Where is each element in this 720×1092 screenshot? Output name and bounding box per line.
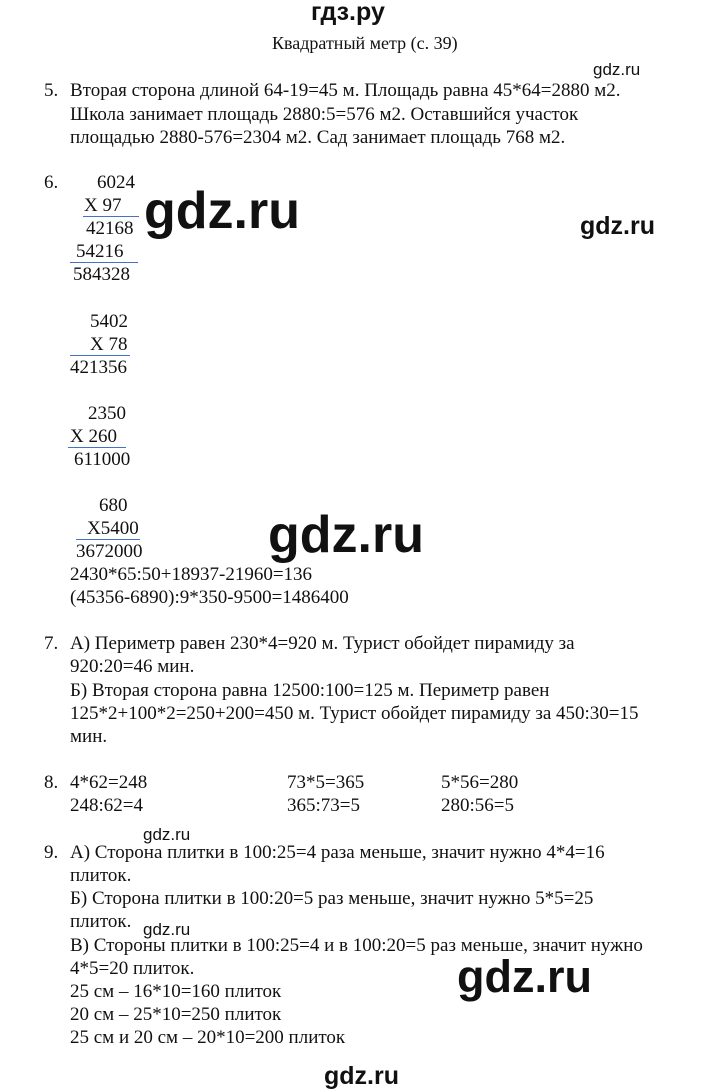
watermark: gdz.ru bbox=[593, 60, 641, 79]
multiplier: X 260 bbox=[70, 426, 117, 447]
task-line: площадью 2880-576=2304 м2. Сад занимает площадь 768 м2. bbox=[70, 127, 566, 148]
underline bbox=[70, 262, 138, 263]
watermark: gdz.ru bbox=[457, 951, 592, 1002]
expression: 2430*65:50+18937-21960=136 bbox=[70, 564, 313, 585]
watermark: gdz.ru bbox=[144, 182, 300, 240]
task-line: А) Сторона плитки в 100:25=4 раза меньше, значит нужно 4*4=16 bbox=[70, 842, 605, 863]
product: 584328 bbox=[73, 264, 130, 285]
task-line: 25 см – 16*10=160 плиток bbox=[70, 981, 282, 1002]
task-line: 4*5=20 плиток. bbox=[70, 958, 195, 979]
multiplicand: 680 bbox=[99, 495, 128, 516]
product: 421356 bbox=[70, 357, 127, 378]
task-number: 5. bbox=[44, 80, 59, 101]
watermark: gdz.ru bbox=[268, 506, 424, 564]
equation: 248:62=4 bbox=[70, 795, 143, 816]
task-number: 6. bbox=[44, 172, 59, 193]
task-line: плиток. bbox=[70, 911, 132, 932]
underline bbox=[83, 216, 139, 217]
watermark: gdz.ru bbox=[143, 920, 191, 939]
equation: 5*56=280 bbox=[441, 772, 519, 793]
multiplicand: 5402 bbox=[90, 311, 128, 332]
multiplicand: 6024 bbox=[97, 172, 135, 193]
task-line: Школа занимает площадь 2880:5=576 м2. Оставшийся участок bbox=[70, 104, 579, 125]
task-line: Б) Вторая сторона равна 12500:100=125 м. Периметр равен bbox=[70, 680, 550, 701]
task-number: 8. bbox=[44, 772, 59, 793]
product: 3672000 bbox=[76, 541, 143, 562]
product: 611000 bbox=[74, 449, 131, 470]
equation: 365:73=5 bbox=[287, 795, 360, 816]
watermark: gdz.ru bbox=[143, 825, 191, 844]
expression: (45356-6890):9*350-9500=1486400 bbox=[70, 587, 349, 608]
watermark: gdz.ru bbox=[324, 1062, 399, 1090]
equation: 73*5=365 bbox=[287, 772, 365, 793]
underline bbox=[76, 539, 140, 540]
equation: 4*62=248 bbox=[70, 772, 148, 793]
section-title: Квадратный метр (с. 39) bbox=[272, 33, 458, 53]
task-line: Вторая сторона длиной 64-19=45 м. Площадь равна 45*64=2880 м2. bbox=[70, 80, 621, 101]
task-line: А) Периметр равен 230*4=920 м. Турист обойдет пирамиду за bbox=[70, 633, 575, 654]
partial-product: 54216 bbox=[76, 241, 124, 262]
partial-product: 42168 bbox=[86, 218, 134, 239]
multiplicand: 2350 bbox=[88, 403, 126, 424]
equation: 280:56=5 bbox=[441, 795, 514, 816]
multiplier: X5400 bbox=[87, 518, 139, 539]
task-line: 20 см – 25*10=250 плиток bbox=[70, 1004, 282, 1025]
task-line: В) Стороны плитки в 100:25=4 и в 100:20=5 раз меньше, значит нужно bbox=[70, 935, 643, 956]
underline bbox=[68, 447, 126, 448]
task-line: мин. bbox=[70, 726, 108, 747]
task-line: 920:20=46 мин. bbox=[70, 656, 195, 677]
multiplier: X 78 bbox=[90, 334, 128, 355]
watermark: gdz.ru bbox=[580, 212, 655, 240]
multiplier: X 97 bbox=[84, 195, 122, 216]
site-title: гдз.ру bbox=[311, 0, 385, 26]
task-number: 9. bbox=[44, 842, 59, 863]
task-line: 25 см и 20 см – 20*10=200 плиток bbox=[70, 1027, 346, 1048]
task-number: 7. bbox=[44, 633, 59, 654]
task-line: Б) Сторона плитки в 100:20=5 раз меньше, значит нужно 5*5=25 bbox=[70, 888, 594, 909]
underline bbox=[70, 355, 130, 356]
task-line: плиток. bbox=[70, 865, 132, 886]
task-line: 125*2+100*2=250+200=450 м. Турист обойдет пирамиду за 450:30=15 bbox=[70, 703, 639, 724]
